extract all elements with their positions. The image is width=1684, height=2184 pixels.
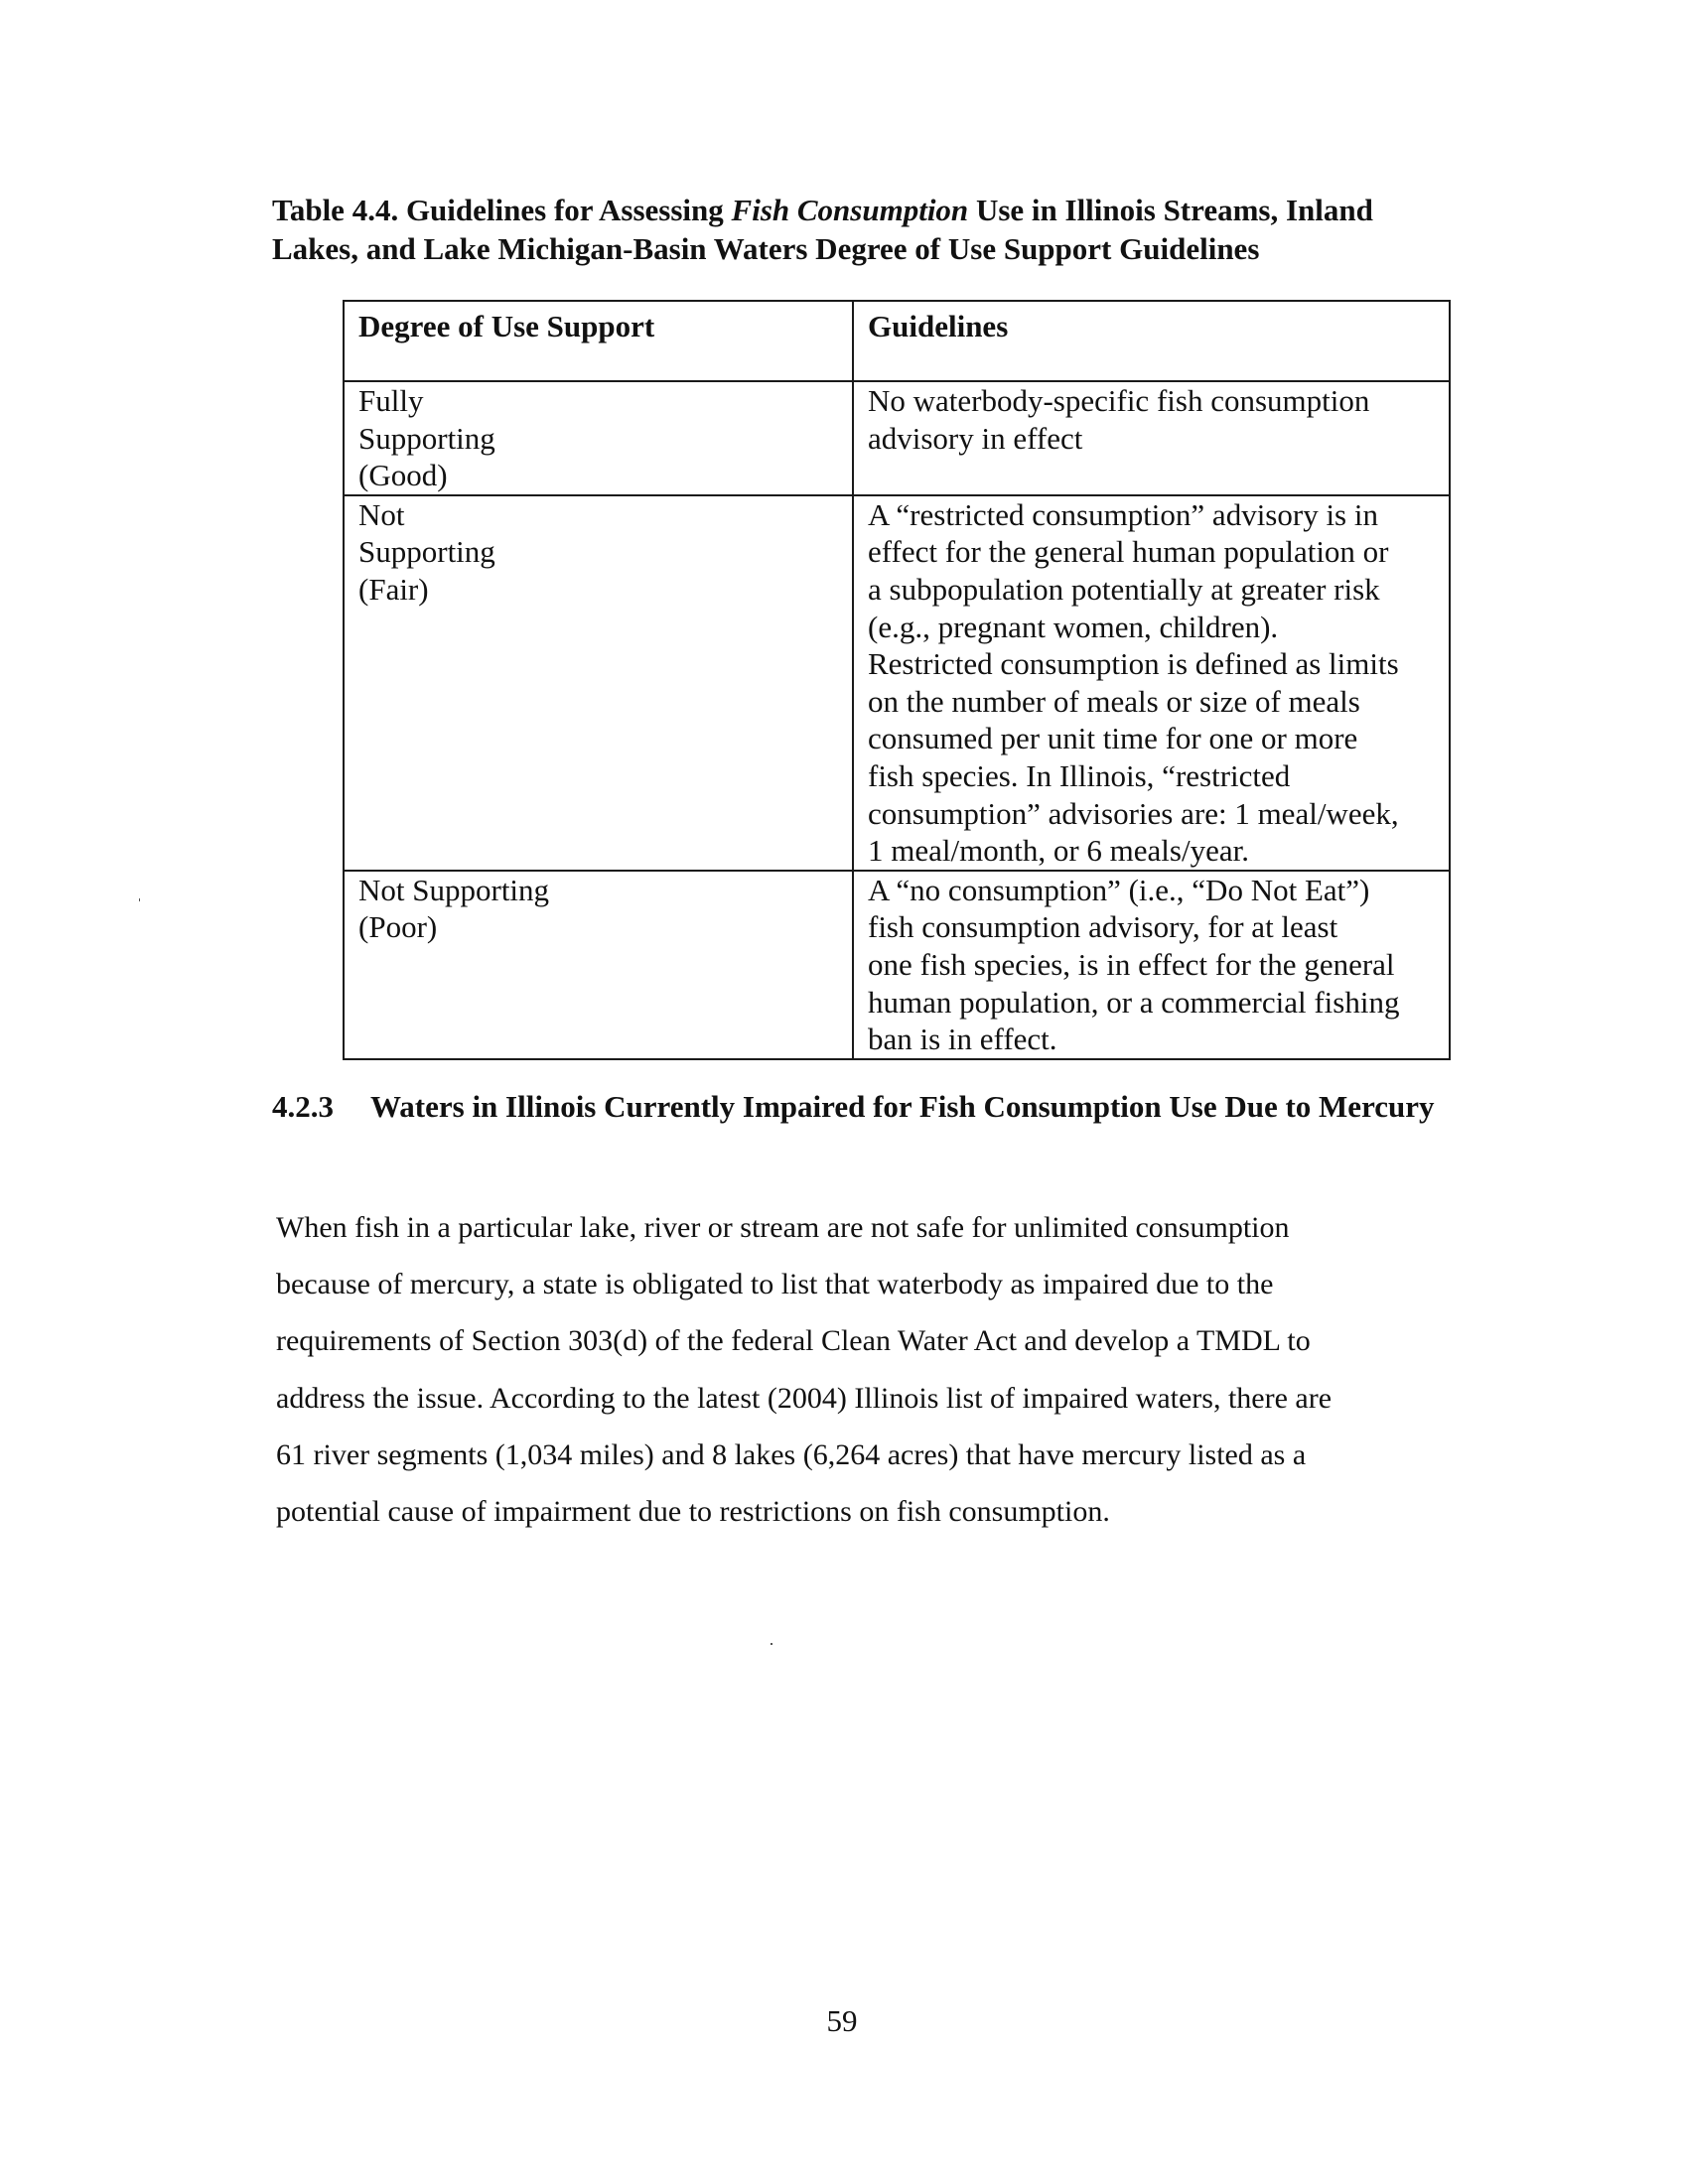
- guideline-line: on the number of meals or size of meals: [868, 683, 1360, 719]
- table-caption: [272, 191, 1464, 268]
- guideline-line: fish consumption advisory, for at least: [868, 909, 1338, 945]
- caption-prefix: Table 4.4. Guidelines for Assessing: [272, 193, 732, 227]
- scan-speck: [139, 898, 140, 901]
- guideline-line: (e.g., pregnant women, children).: [868, 609, 1279, 644]
- guideline-line: A “no consumption” (i.e., “Do Not Eat”): [868, 872, 1370, 907]
- degree-cell: [344, 871, 853, 1059]
- section-heading: [272, 1087, 1444, 1126]
- guidelines-table: [343, 300, 1451, 1060]
- guideline-line: Restricted consumption is defined as limits: [868, 646, 1399, 682]
- table-header-row: [344, 301, 1450, 381]
- guideline-line: human population, or a commercial fishing: [868, 984, 1400, 1020]
- guideline-line: consumption” advisories are: 1 meal/week,: [868, 795, 1399, 831]
- degree-line: Supporting: [358, 420, 495, 456]
- paragraph-line: address the issue. According to the latest (2004) Illinois list of impaired waters, there are: [276, 1381, 1333, 1415]
- guideline-cell: [853, 381, 1450, 495]
- degree-line: Fully: [358, 383, 424, 418]
- header-degree: Degree of Use Support: [344, 301, 853, 381]
- page-number: 59: [826, 2003, 858, 2038]
- paragraph-line: potential cause of impairment due to restrictions on fish consumption.: [276, 1495, 1110, 1529]
- guideline-cell: [853, 495, 1450, 871]
- degree-cell: [344, 381, 853, 495]
- degree-line: Not: [358, 496, 405, 532]
- guideline-cell: [853, 871, 1450, 1059]
- paragraph-line: because of mercury, a state is obligated to list that waterbody as impaired due to the: [276, 1268, 1274, 1301]
- section-title: Waters in Illinois Currently Impaired for Fish Consumption Use Due to Mercury: [370, 1089, 1435, 1124]
- degree-line: (Good): [358, 458, 448, 493]
- guideline-line: ban is in effect.: [868, 1022, 1057, 1057]
- body-paragraph: [276, 1199, 1448, 1540]
- guideline-line: fish species. In Illinois, “restricted: [868, 757, 1291, 793]
- guideline-line: 1 meal/month, or 6 meals/year.: [868, 833, 1249, 869]
- table-row: [344, 495, 1450, 871]
- caption-suffix: Use in Illinois Streams, Inland Lakes, and Lake Michigan-Basin Waters Degree of Use Support Guidelines: [272, 193, 1373, 266]
- guideline-line: No waterbody-specific fish consumption: [868, 383, 1370, 418]
- guideline-line: one fish species, is in effect for the general: [868, 946, 1395, 982]
- degree-line: (Fair): [358, 571, 429, 607]
- guideline-line: effect for the general human population or: [868, 534, 1389, 570]
- caption-italic: Fish Consumption: [731, 193, 969, 227]
- degree-line: (Poor): [358, 909, 438, 945]
- guideline-line: A “restricted consumption” advisory is in: [868, 496, 1378, 532]
- degree-cell: [344, 495, 853, 871]
- guideline-line: consumed per unit time for one or more: [868, 721, 1358, 756]
- header-guidelines: Guidelines: [853, 301, 1450, 381]
- table-row: [344, 381, 1450, 495]
- table-row: [344, 871, 1450, 1059]
- scan-speck: [771, 1643, 772, 1645]
- paragraph-line: requirements of Section 303(d) of the federal Clean Water Act and develop a TMDL to: [276, 1324, 1311, 1358]
- guideline-line: a subpopulation potentially at greater risk: [868, 571, 1380, 607]
- paragraph-line: 61 river segments (1,034 miles) and 8 lakes (6,264 acres) that have mercury listed as a: [276, 1437, 1307, 1471]
- section-number: 4.2.3: [272, 1089, 334, 1124]
- paragraph-line: When fish in a particular lake, river or stream are not safe for unlimited consumption: [276, 1211, 1290, 1244]
- degree-line: Not Supporting: [358, 872, 550, 907]
- degree-line: Supporting: [358, 534, 495, 570]
- guideline-line: advisory in effect: [868, 420, 1083, 456]
